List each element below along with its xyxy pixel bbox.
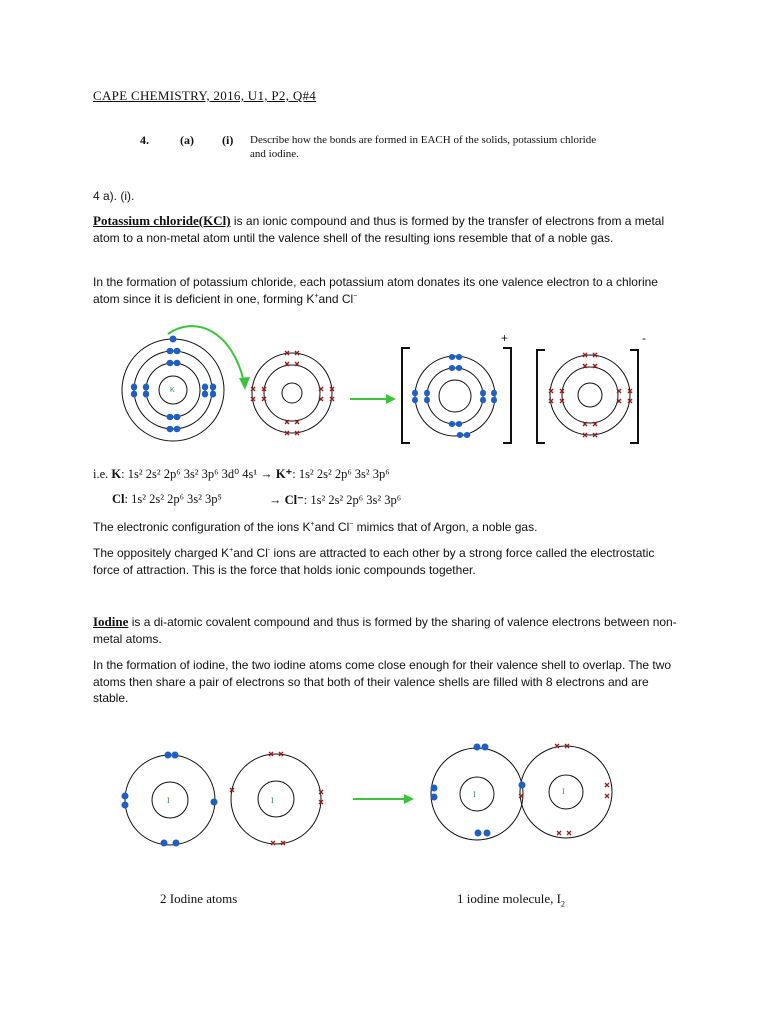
question-number: 4. <box>140 133 149 147</box>
cl-ion-configuration: → Cl⁻: 1s² 2s² 2p⁶ 3s² 3p⁶ <box>269 493 402 507</box>
caption-iodine-molecule: 1 iodine molecule, $I_2$ <box>457 891 565 909</box>
chloride-ion-electrons <box>549 353 632 437</box>
iodine-molecule <box>431 746 612 840</box>
question-part: (a) <box>180 133 194 147</box>
kcl-attraction-paragraph: The oppositely charged K+and Cl- ions are attracted to each other by a strong force called the electrostatic force of attraction. This is the force that holds ionic compounds together. <box>93 546 655 577</box>
potassium-ion <box>415 356 495 436</box>
kcl-formation-paragraph: In the formation of potassium chloride, each potassium atom donates its one valence electron to a chlorine atom since it is deficient in one, forming K+and Cl− <box>93 275 658 306</box>
kcl-mimic-paragraph: The electronic configuration of the ions K+and Cl− mimics that of Argon, a noble gas. <box>93 520 538 534</box>
potassium-ion-electrons <box>412 354 497 438</box>
iodine-atom-2-electrons <box>230 752 323 845</box>
iodine-formation-paragraph: In the formation of iodine, the two iodine atoms come close enough for their valence shell to overlap. The two atoms then share a pair of electrons so that both of their valence shells are filled with 8 electrons and are stable. <box>93 658 672 705</box>
caption-iodine-atoms: 2 Iodine atoms <box>160 891 238 906</box>
iodine-atom-1-electrons <box>122 752 218 847</box>
potassium-atom <box>122 339 224 441</box>
kcl-intro-text: is an ionic compound and thus is formed by the transfer of electrons from a metal atom to a non-metal atom until the valence shell of the resulting ions resemble that of a noble gas. <box>93 214 665 245</box>
kcl-intro-paragraph <box>93 213 678 246</box>
iodine-molecule-blue-electrons <box>431 744 526 837</box>
answer-label: 4 a). (i). <box>93 189 135 203</box>
cl-configuration-line: Cl: 1s² 2s² 2p⁶ 3s² 3p⁵ <box>112 492 222 506</box>
k-symbol: K <box>170 387 175 394</box>
iodine-symbol-1: I <box>167 796 170 805</box>
potassium-ion-brackets <box>402 348 511 443</box>
potassium-electrons <box>131 336 216 433</box>
electron-transfer-arrow <box>168 326 244 382</box>
iodine-molecule-symbol-1: I <box>473 790 476 799</box>
k-configuration-line: i.e. K: 1s² 2s² 2p⁶ 3s² 3p⁶ 3d⁰ 4s¹ → K⁺: 1s² 2s² 2p⁶ 3s² 3p⁶ <box>93 467 390 481</box>
chlorine-atom <box>252 353 332 433</box>
chloride-ion <box>550 355 630 435</box>
kcl-term: Potassium chloride(KCl) <box>93 213 231 228</box>
iodine-atom-2 <box>231 754 321 844</box>
question-subpart: (i) <box>222 133 234 147</box>
page-title: CAPE CHEMISTRY, 2016, U1, P2, Q#4 <box>93 88 317 103</box>
minus-charge: - <box>642 331 646 345</box>
iodine-molecule-symbol-2: I <box>562 787 565 796</box>
iodine-intro-paragraph: Iodine is a di-atomic covalent compound and thus is formed by the sharing of valence electrons between non-metal atoms. <box>93 614 677 646</box>
iodine-term: Iodine <box>93 614 129 629</box>
iodine-molecule-red-electrons <box>519 744 609 835</box>
plus-charge: + <box>501 331 509 345</box>
chloride-ion-brackets <box>537 350 638 443</box>
iodine-atom-1 <box>125 755 215 845</box>
chlorine-electrons <box>251 351 334 435</box>
question-text: Describe how the bonds are formed in EACH of the solids, potassium chloride and iodine. <box>250 134 597 160</box>
iodine-symbol-2: I <box>271 796 274 805</box>
